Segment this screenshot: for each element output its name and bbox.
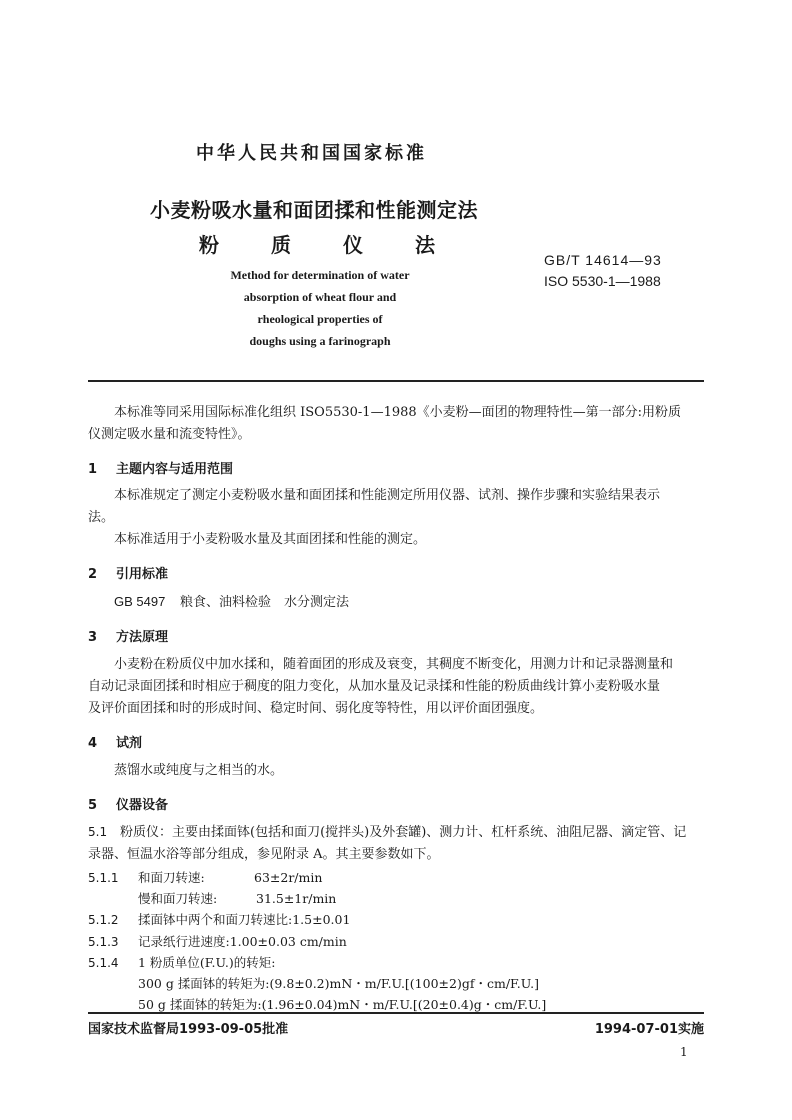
clause-number: 5.1.4: [88, 956, 119, 970]
english-title-line: absorption of wheat flour and: [243, 290, 397, 304]
paragraph-line: 及评价面团揉和时的形成时间、稳定时间、弱化度等特性，用以评价面团强度。: [88, 701, 544, 716]
clause-number: 5.1: [88, 825, 108, 839]
english-title-line: doughs using a farinograph: [249, 334, 391, 348]
torque-line: 300 g 揉面钵的转矩为:(9.8±0.2)mN・m/F.U.[(100±2)gf・cm/F.U.]: [138, 976, 539, 991]
paragraph-line: 法。: [88, 510, 115, 525]
document-subtitle: [199, 229, 435, 258]
param-label: 慢和面刀转速:: [138, 891, 218, 906]
paragraph-line: 蒸馏水或纯度与之相当的水。: [114, 763, 284, 778]
section-title: 仪器设备: [116, 798, 169, 813]
clause-number: 5.1.2: [88, 913, 119, 927]
section-heading: [88, 732, 142, 751]
paragraph-line: 小麦粉在粉质仪中加水揉和，随着面团的形成及衰变，其稠度不断变化，用测力计和记录器测量和: [114, 657, 674, 672]
english-title-line: Method for determination of water: [230, 268, 410, 282]
clause-5-1: [88, 826, 686, 839]
torque-line: 50 g 揉面钵的转矩为:(1.96±0.04)mN・m/F.U.[(20±0.4)g・cm/F.U.]: [138, 997, 547, 1012]
approval-date: 国家技术监督局1993-09-05批准: [88, 1022, 289, 1037]
param-label: 和面刀转速:: [138, 870, 205, 885]
standard-number: GB/T 14614—93: [544, 252, 662, 268]
subtitle-char: 质: [271, 233, 291, 257]
paragraph-line: 本标准规定了测定小麦粉吸水量和面团揉和性能测定所用仪器、试剂、操作步骤和实验结果表示: [114, 488, 661, 503]
effective-date: 1994-07-01实施: [594, 1022, 704, 1037]
clause-text: 1 粉质单位(F.U.)的转矩:: [138, 955, 276, 970]
clause-5-1-4: [88, 953, 275, 971]
section-number: 1: [88, 462, 98, 477]
reference-item: [114, 595, 349, 609]
clause-5-1-3: [88, 932, 347, 950]
section-number: 2: [88, 567, 98, 582]
clause-text: 记录纸行进速度:1.00±0.03 cm/min: [138, 934, 347, 949]
section-heading: [88, 458, 233, 477]
section-title: 引用标准: [116, 567, 169, 582]
header-divider: [88, 380, 704, 382]
clause-5-1-2: [88, 910, 350, 928]
subtitle-char: 仪: [343, 233, 363, 257]
section-heading: [88, 626, 168, 645]
clause-5-1-1-line2: [138, 889, 336, 907]
intro-line: 仪测定吸水量和流变特性》。: [88, 427, 251, 442]
section-number: 3: [88, 630, 98, 645]
section-heading: [88, 563, 168, 582]
clause-5-1-1: [88, 868, 322, 886]
page-number: 1: [680, 1045, 688, 1059]
param-value: 31.5±1r/min: [256, 891, 337, 906]
english-title-line: rheological properties of: [257, 312, 383, 326]
section-title: 方法原理: [116, 630, 169, 645]
reference-code: GB 5497: [114, 594, 166, 609]
intro-line: 本标准等同采用国际标准化组织 ISO5530-1—1988《小麦粉—面团的物理特性—第一部分:用粉质: [114, 405, 682, 420]
paragraph-line: 录器、恒温水浴等部分组成，参见附录 A。其主要参数如下。: [88, 847, 440, 862]
section-title: 主题内容与适用范围: [116, 462, 234, 477]
param-value: 63±2r/min: [254, 870, 323, 885]
section-number: 4: [88, 736, 98, 751]
document-title: 小麦粉吸水量和面团揉和性能测定法: [150, 198, 478, 222]
footer-divider: [88, 1012, 704, 1014]
iso-number: ISO 5530-1—1988: [544, 273, 661, 289]
reference-title: 粮食、油料检验 水分测定法: [180, 595, 350, 610]
clause-number: 5.1.3: [88, 935, 119, 949]
subtitle-char: 粉: [199, 233, 219, 257]
clause-number: 5.1.1: [88, 871, 119, 885]
section-title: 试剂: [116, 736, 143, 751]
section-number: 5: [88, 798, 98, 813]
clause-text: 粉质仪：主要由揉面钵(包括和面刀(搅拌头)及外套罐)、测力计、杠杆系统、油阻尼器、滴定管、记: [120, 825, 687, 840]
subtitle-char: 法: [415, 233, 435, 257]
paragraph-line: 自动记录面团揉和时相应于稠度的阻力变化，从加水量及记录揉和性能的粉质曲线计算小麦粉吸水量: [88, 679, 661, 694]
section-heading: [88, 794, 168, 813]
issuing-country-header: 中华人民共和国国家标准: [196, 143, 427, 164]
paragraph-line: 本标准适用于小麦粉吸水量及其面团揉和性能的测定。: [114, 532, 427, 547]
clause-text: 揉面钵中两个和面刀转速比:1.5±0.01: [138, 912, 351, 927]
